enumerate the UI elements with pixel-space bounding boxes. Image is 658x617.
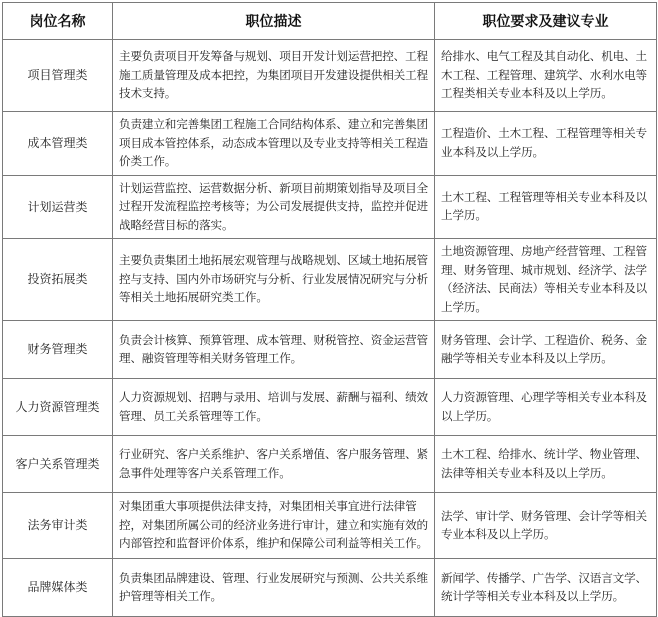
header-position-description: 职位描述 xyxy=(113,3,435,40)
table-row xyxy=(3,40,657,112)
position-requirements: 工程造价、土木工程、工程管理等相关专业本科及以上学历。 xyxy=(435,112,657,176)
header-requirements: 职位要求及建议专业 xyxy=(435,3,657,40)
position-name: 投资拓展类 xyxy=(3,239,113,321)
table-row xyxy=(3,436,657,493)
position-requirements: 土木工程、给排水、统计学、物业管理、法律等相关专业本科及以上学历。 xyxy=(435,436,657,493)
position-name: 项目管理类 xyxy=(3,40,113,112)
header-row xyxy=(3,3,657,40)
table-row xyxy=(3,321,657,379)
table-row xyxy=(3,559,657,617)
position-description: 负责建立和完善集团工程施工合同结构体系、建立和完善集团项目成本管控体系，动态成本管理以及专业支持等相关工程造价类工作。 xyxy=(113,112,435,176)
position-name: 财务管理类 xyxy=(3,321,113,379)
position-description: 负责会计核算、预算管理、成本管理、财税管控、资金运营管理、融资管理等相关财务管理工作。 xyxy=(113,321,435,379)
position-name: 计划运营类 xyxy=(3,175,113,239)
table-row xyxy=(3,493,657,559)
position-requirements: 法学、审计学、财务管理、会计学等相关专业本科及以上学历。 xyxy=(435,493,657,559)
position-requirements: 财务管理、会计学、工程造价、税务、金融学等相关专业本科及以上学历。 xyxy=(435,321,657,379)
position-requirements: 土地资源管理、房地产经营管理、工程管理、财务管理、城市规划、经济学、法学（经济法、民商法）等相关专业本科及以上学历。 xyxy=(435,239,657,321)
position-requirements: 新闻学、传播学、广告学、汉语言文学、统计学等相关专业本科及以上学历。 xyxy=(435,559,657,617)
position-name: 客户关系管理类 xyxy=(3,436,113,493)
table-row xyxy=(3,239,657,321)
position-name: 法务审计类 xyxy=(3,493,113,559)
header-position-name: 岗位名称 xyxy=(3,3,113,40)
position-description: 行业研究、客户关系维护、客户关系增值、客户服务管理、紧急事件处理等客户关系管理工作。 xyxy=(113,436,435,493)
position-description: 计划运营监控、运营数据分析、新项目前期策划指导及项目全过程开发流程监控考核等；为公司发展提供支持，监控并促进战略经营目标的落实。 xyxy=(113,175,435,239)
position-description: 主要负责集团土地拓展宏观管理与战略规划、区域土地拓展管控与支持、国内外市场研究与分析、行业发展情况研究与分析等相关土地拓展研究类工作。 xyxy=(113,239,435,321)
table-row xyxy=(3,175,657,239)
position-description: 负责集团品牌建设、管理、行业发展研究与预测、公共关系维护管理等相关工作。 xyxy=(113,559,435,617)
table-row xyxy=(3,112,657,176)
position-description: 人力资源规划、招聘与录用、培训与发展、薪酬与福利、绩效管理、员工关系管理等工作。 xyxy=(113,379,435,436)
position-requirements: 人力资源管理、心理学等相关专业本科及以上学历。 xyxy=(435,379,657,436)
job-positions-table xyxy=(2,2,657,617)
position-description: 主要负责项目开发筹备与规划、项目开发计划运营把控、工程施工质量管理及成本把控，为集团项目开发建设提供相关工程技术支持。 xyxy=(113,40,435,112)
position-name: 成本管理类 xyxy=(3,112,113,176)
position-requirements: 给排水、电气工程及其自动化、机电、土木工程、工程管理、建筑学、水利水电等工程类相关专业本科及以上学历。 xyxy=(435,40,657,112)
position-description: 对集团重大事项提供法律支持，对集团相关事宜进行法律管控，对集团所属公司的经济业务进行审计，建立和实施有效的内部管控和监督评价体系，维护和保障公司利益等相关工作。 xyxy=(113,493,435,559)
position-name: 品牌媒体类 xyxy=(3,559,113,617)
table-row xyxy=(3,379,657,436)
position-requirements: 土木工程、工程管理等相关专业本科及以上学历。 xyxy=(435,175,657,239)
position-name: 人力资源管理类 xyxy=(3,379,113,436)
